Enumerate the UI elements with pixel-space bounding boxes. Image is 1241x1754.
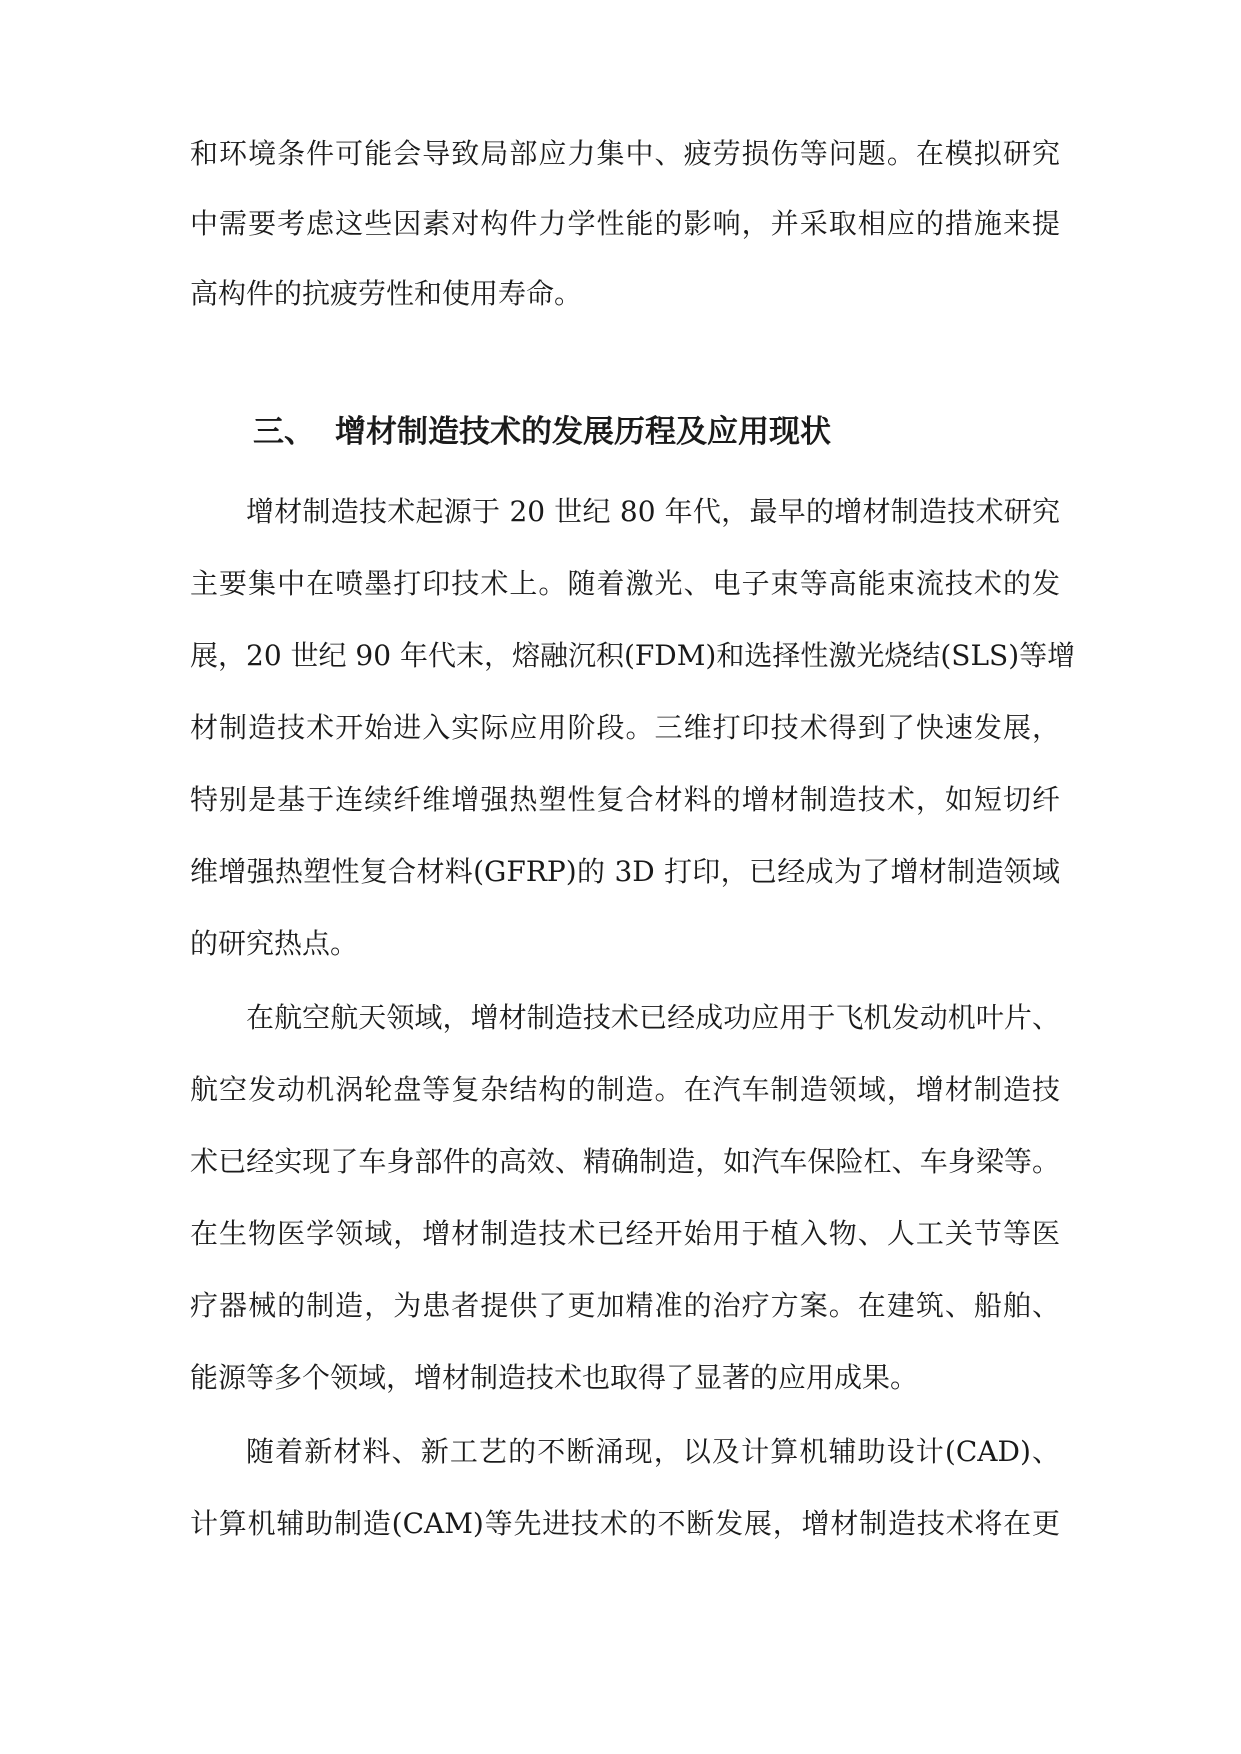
text-line: 高构件的抗疲劳性和使用寿命。 xyxy=(190,277,583,310)
text-line: 疗器械的制造，为患者提供了更加精准的治疗方案。在建筑、船舶、 xyxy=(190,1289,1060,1322)
text-line: 在生物医学领域，增材制造技术已经开始用于植入物、人工关节等医 xyxy=(190,1217,1060,1250)
text-line: 展，20 世纪 90 年代末，熔融沉积(FDM)和选择性激光烧结(SLS)等增 xyxy=(190,639,1076,672)
text-line: 的研究热点。 xyxy=(190,927,359,960)
text-line: 能源等多个领域，增材制造技术也取得了显著的应用成果。 xyxy=(190,1361,919,1394)
text-line: 在航空航天领域，增材制造技术已经成功应用于飞机发动机叶片、 xyxy=(246,1001,1060,1034)
text-line: 和环境条件可能会导致局部应力集中、疲劳损伤等问题。在模拟研究 xyxy=(190,137,1060,170)
section-heading xyxy=(253,410,831,454)
section-title: 增材制造技术的发展历程及应用现状 xyxy=(335,414,831,450)
text-line: 术已经实现了车身部件的高效、精确制造，如汽车保险杠、车身梁等。 xyxy=(190,1145,1060,1178)
text-line: 中需要考虑这些因素对构件力学性能的影响，并采取相应的措施来提 xyxy=(190,207,1060,240)
text-line: 维增强热塑性复合材料(GFRP)的 3D 打印，已经成为了增材制造领域 xyxy=(190,855,1060,888)
section-number: 三、 xyxy=(253,414,315,450)
text-line: 随着新材料、新工艺的不断涌现，以及计算机辅助设计(CAD)、 xyxy=(246,1435,1060,1468)
text-line: 增材制造技术起源于 20 世纪 80 年代，最早的增材制造技术研究 xyxy=(246,495,1060,528)
text-line: 航空发动机涡轮盘等复杂结构的制造。在汽车制造领域，增材制造技 xyxy=(190,1073,1060,1106)
text-line: 主要集中在喷墨打印技术上。随着激光、电子束等高能束流技术的发 xyxy=(190,567,1060,600)
text-line: 计算机辅助制造(CAM)等先进技术的不断发展，增材制造技术将在更 xyxy=(190,1507,1060,1540)
text-line: 材制造技术开始进入实际应用阶段。三维打印技术得到了快速发展， xyxy=(190,711,1060,744)
text-line: 特别是基于连续纤维增强热塑性复合材料的增材制造技术，如短切纤 xyxy=(190,783,1060,816)
